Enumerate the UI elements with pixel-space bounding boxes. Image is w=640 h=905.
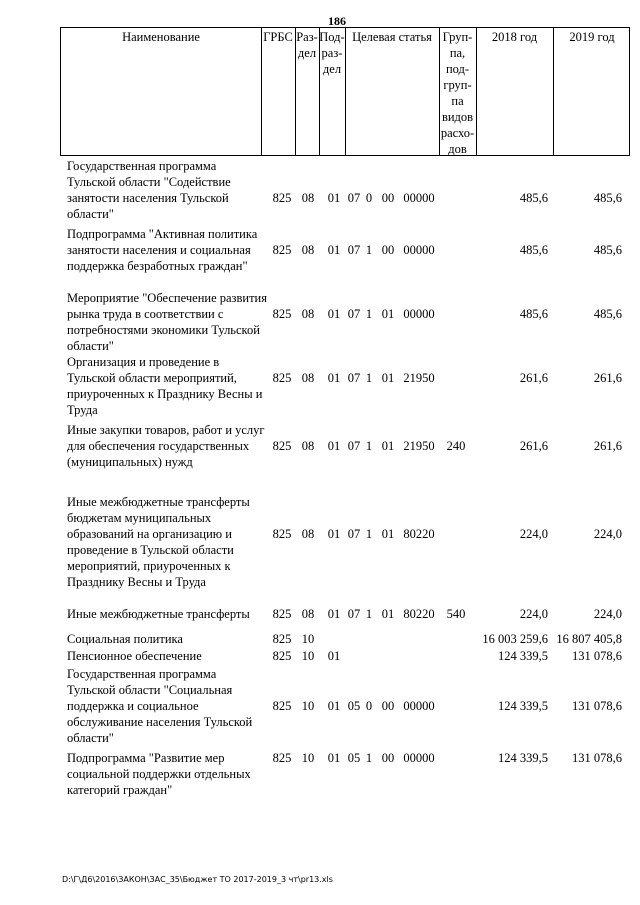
cell-y2019: 485,6	[593, 191, 622, 205]
cell-a2: 1	[365, 307, 373, 321]
cell-grbs: 825	[272, 699, 292, 713]
cell-a2: 1	[365, 439, 373, 453]
cell-y2019: 261,6	[593, 439, 622, 453]
cell-rz: 10	[301, 699, 315, 713]
cell-y2019: 261,6	[593, 371, 622, 385]
cell-pr: 01	[327, 649, 341, 663]
cell-a3: 01	[381, 607, 395, 621]
cell-rz: 08	[301, 439, 315, 453]
cell-a2: 1	[365, 607, 373, 621]
row-name: Социальная политика	[67, 632, 183, 646]
row-name: Подпрограмма "Активная политика занятости населения и социальная поддержка безработных граждан"	[67, 227, 258, 273]
cell-a1: 07	[347, 527, 361, 541]
row-name: Подпрограмма "Развитие мер социальной поддержки отдельных категорий граждан"	[67, 751, 251, 797]
cell-a3: 01	[381, 307, 395, 321]
cell-a1: 07	[347, 371, 361, 385]
cell-a3: 00	[381, 191, 395, 205]
cell-y2018: 16 003 259,6	[482, 632, 548, 646]
cell-y2018: 485,6	[519, 243, 548, 257]
cell-a2: 1	[365, 751, 373, 765]
header-name: Наименование	[122, 30, 200, 44]
cell-grbs: 825	[272, 243, 292, 257]
cell-grbs: 825	[272, 751, 292, 765]
cell-y2019: 131 078,6	[572, 649, 622, 663]
cell-grbs: 825	[272, 307, 292, 321]
cell-vr: 240	[446, 439, 466, 453]
cell-y2019: 485,6	[593, 243, 622, 257]
row-name: Иные межбюджетные трансферты бюджетам муниципальных образований на организацию и проведение в Тульской области мероприятий, приуроченных к Празднику Весны и Труда	[67, 495, 250, 589]
cell-pr: 01	[327, 307, 341, 321]
cell-rz: 08	[301, 243, 315, 257]
header-razdel: Раз- дел	[296, 30, 318, 60]
header-2019: 2019 год	[569, 30, 615, 44]
page-number: 186	[328, 14, 346, 28]
cell-a3: 00	[381, 243, 395, 257]
header-group: Груп- па, под- груп- па видов расхо- дов	[440, 30, 475, 156]
cell-rz: 08	[301, 307, 315, 321]
cell-grbs: 825	[272, 649, 292, 663]
cell-grbs: 825	[272, 607, 292, 621]
cell-pr: 01	[327, 243, 341, 257]
row-name: Пенсионное обеспечение	[67, 649, 202, 663]
cell-rz: 08	[301, 607, 315, 621]
cell-a1: 07	[347, 439, 361, 453]
cell-y2018: 485,6	[519, 191, 548, 205]
cell-y2018: 261,6	[519, 439, 548, 453]
cell-grbs: 825	[272, 191, 292, 205]
header-2018: 2018 год	[491, 30, 538, 44]
cell-a4: 80220	[403, 607, 435, 621]
cell-pr: 01	[327, 439, 341, 453]
cell-y2019: 131 078,6	[572, 751, 622, 765]
file-path: D:\Г\Д6\2016\ЗАКОН\ЗАС_35\Бюджет ТО 2017-2019_3 чт\pr13.xls	[62, 875, 333, 884]
cell-pr: 01	[327, 607, 341, 621]
header-article: Целевая статья	[352, 30, 432, 44]
cell-a2: 1	[365, 371, 373, 385]
row-name: Государственная программа Тульской области "Содействие занятости населения Тульской области"	[67, 159, 231, 221]
cell-pr: 01	[327, 191, 341, 205]
cell-a2: 0	[365, 699, 373, 713]
cell-y2018: 124 339,5	[498, 751, 548, 765]
cell-a4: 00000	[403, 243, 435, 257]
cell-a4: 00000	[403, 751, 435, 765]
cell-y2018: 224,0	[519, 527, 548, 541]
cell-rz: 08	[301, 527, 315, 541]
cell-pr: 01	[327, 527, 341, 541]
cell-y2019: 485,6	[593, 307, 622, 321]
cell-a1: 07	[347, 307, 361, 321]
cell-y2019: 224,0	[593, 607, 622, 621]
cell-grbs: 825	[272, 632, 292, 646]
cell-a1: 07	[347, 191, 361, 205]
cell-y2018: 485,6	[519, 307, 548, 321]
cell-grbs: 825	[272, 371, 292, 385]
cell-a3: 00	[381, 699, 395, 713]
cell-a3: 01	[381, 439, 395, 453]
cell-a2: 1	[365, 527, 373, 541]
cell-a4: 80220	[403, 527, 435, 541]
cell-a2: 1	[365, 243, 373, 257]
table-header	[60, 27, 630, 156]
header-grbs: ГРБС	[263, 30, 293, 44]
row-name: Иные закупки товаров, работ и услуг для обеспечения государственных (муниципальных) нужд	[67, 423, 265, 469]
cell-y2018: 224,0	[519, 607, 548, 621]
cell-vr: 540	[446, 607, 466, 621]
cell-rz: 08	[301, 371, 315, 385]
cell-y2019: 131 078,6	[572, 699, 622, 713]
row-name: Мероприятие "Обеспечение развития рынка труда в соответствии с потребностями экономики Тульской области"	[67, 291, 267, 353]
cell-a1: 05	[347, 699, 361, 713]
cell-grbs: 825	[272, 439, 292, 453]
cell-a4: 21950	[403, 371, 435, 385]
cell-pr: 01	[327, 371, 341, 385]
cell-a4: 00000	[403, 191, 435, 205]
cell-rz: 08	[301, 191, 315, 205]
cell-y2019: 224,0	[593, 527, 622, 541]
cell-a3: 01	[381, 371, 395, 385]
cell-a2: 0	[365, 191, 373, 205]
cell-a3: 01	[381, 527, 395, 541]
cell-grbs: 825	[272, 527, 292, 541]
cell-y2019: 16 807 405,8	[556, 632, 622, 646]
cell-pr: 01	[327, 699, 341, 713]
row-name: Государственная программа Тульской области "Социальная поддержка и социальное обслуживание населения Тульской области"	[67, 667, 253, 745]
cell-a4: 00000	[403, 699, 435, 713]
row-name: Иные межбюджетные трансферты	[67, 607, 250, 621]
cell-y2018: 261,6	[519, 371, 548, 385]
cell-y2018: 124 339,5	[498, 699, 548, 713]
row-name: Организация и проведение в Тульской области мероприятий, приуроченных к Празднику Весны и Труда	[67, 355, 263, 417]
cell-rz: 10	[301, 649, 315, 663]
cell-pr: 01	[327, 751, 341, 765]
cell-a1: 07	[347, 243, 361, 257]
cell-a1: 07	[347, 607, 361, 621]
cell-a1: 05	[347, 751, 361, 765]
cell-a4: 21950	[403, 439, 435, 453]
cell-rz: 10	[301, 632, 315, 646]
header-podrazdel: Под- раз- дел	[319, 30, 345, 76]
cell-y2018: 124 339,5	[498, 649, 548, 663]
cell-a4: 00000	[403, 307, 435, 321]
cell-rz: 10	[301, 751, 315, 765]
cell-a3: 00	[381, 751, 395, 765]
